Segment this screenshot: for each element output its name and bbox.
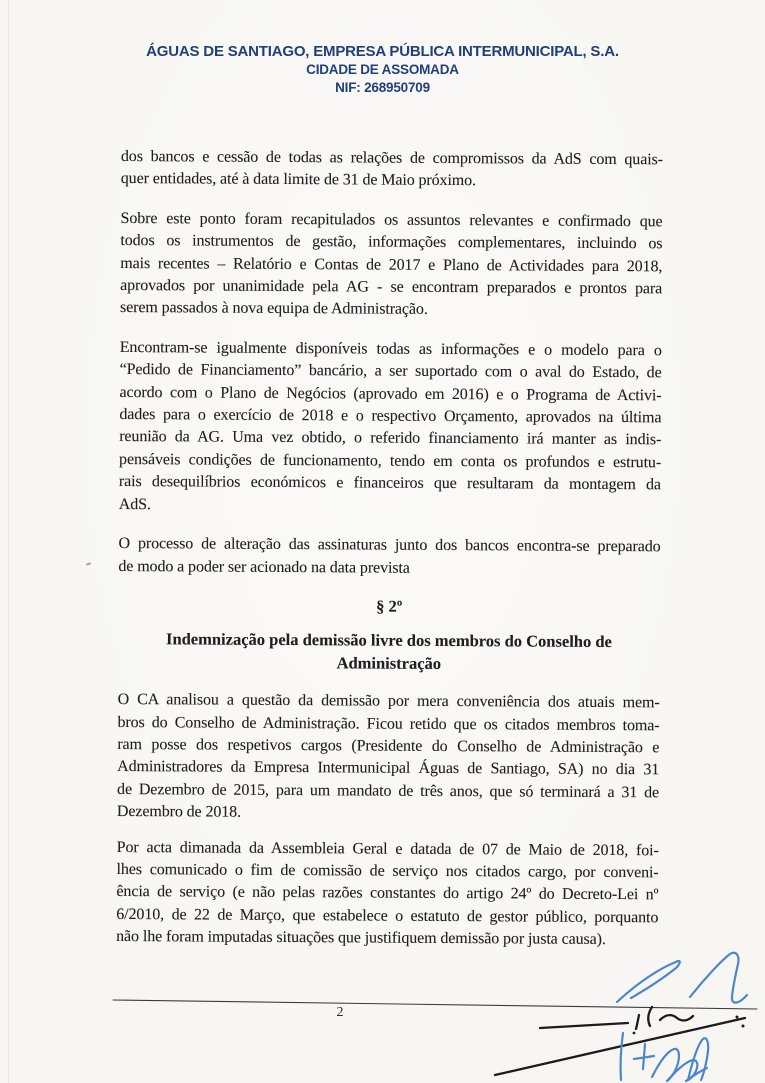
text-line: AdS. [118, 495, 151, 513]
company-city: CIDADE DE ASSOMADA [306, 62, 459, 77]
text-line: reunião da AG. Uma vez obtido, o referido financiamento irá manter as indis- [119, 428, 662, 449]
text-line: acordo com o Plano de Negócios (aprovado em 2016) e o Programa de Activi- [119, 383, 662, 404]
company-nif: NIF: 268950709 [335, 80, 430, 95]
text-line: Encontram-se igualmente disponíveis todas as informações e o modelo para o [119, 338, 662, 360]
text-line: Administração [336, 653, 442, 673]
text-line: mais recentes – Relatório e Contas de 2017 e Plano de Actividades para 2018, [120, 254, 663, 275]
text-line: Administradores da Empresa Intermunicipal Águas de Santiago, SA) no dia 31 [117, 758, 660, 779]
section-heading [118, 628, 660, 676]
letterhead [0, 42, 765, 97]
text-line: ência de serviço (e não pelas razões constantes do artigo 24º do Decreto-Lei nº [116, 883, 659, 904]
text-line: todos os instrumentos de gestão, informações complementares, incluindo os [120, 232, 663, 253]
company-name: ÁGUAS DE SANTIAGO, EMPRESA PÚBLICA INTERMUNICIPAL, S.A. [146, 43, 619, 60]
text-line: Indemnização pela demissão livre dos membros do Conselho de [166, 629, 612, 652]
text-line: aprovados por unanimidade pela AG - se encontram preparados e prontos para [120, 277, 663, 298]
paragraph [117, 689, 660, 827]
signature-blue-scribble [621, 1033, 709, 1081]
signature-blue-ink [617, 953, 747, 1003]
text-line: ram posse dos respetivos cargos (Presidente do Conselho de Administração e [117, 735, 660, 757]
ink-speck-artifact [86, 562, 91, 565]
text-line: 6/2010, de 22 de Março, que estabelece o estatuto de gestor público, porquanto [116, 905, 659, 927]
section-heading [118, 594, 660, 620]
text-line: de modo a poder ser acionado na data prevista [118, 557, 410, 577]
text-line: “Pedido de Financiamento” bancário, a ser suportado com o aval do Estado, de [119, 361, 662, 382]
text-line: dos bancos e cessão de todas as relações de compromissos da AdS com quais- [120, 147, 663, 169]
scan-edge-artifact [8, 0, 9, 1083]
text-line: de Dezembro de 2015, para um mandato de três anos, que só terminará a 31 de [117, 780, 660, 802]
paragraph [119, 337, 662, 520]
footer-signature-area [0, 930, 765, 1083]
text-line: Por acta dimanada da Assembleia Geral e datada de 07 de Maio de 2018, foi- [116, 838, 659, 859]
text-line: serem passados à nova equipa de Administração. [119, 299, 428, 319]
text-line: pensáveis condições de funcionamento, tendo em conta os profundos e estrutu- [119, 450, 662, 472]
text-line: bros do Conselho de Administração. Ficou retido que os citados membros toma- [117, 713, 660, 734]
text-line: rais desequilíbrios económicos e financeiros que resultaram da montagem da [118, 473, 661, 494]
footer-rule [113, 1000, 757, 1009]
text-line: lhes comunicado o fim de comissão de serviço nos citados cargo, por conveni- [116, 860, 659, 882]
document-body [116, 146, 663, 952]
paragraph [120, 208, 663, 323]
text-line: dades para o exercício de 2018 e o respectivo Orçamento, aprovados na última [119, 406, 662, 427]
text-line: não lhe foram imputadas situações que justifiquem demissão por justa causa). [116, 928, 606, 949]
text-line: Dezembro de 2018. [116, 803, 242, 821]
text-line: Sobre este ponto foram recapitulados os assuntos relevantes e confirmado que [120, 209, 663, 231]
paragraph [118, 533, 660, 581]
text-line: quer entidades, até à data limite de 31 de Maio próximo. [120, 170, 477, 190]
text-line: O CA analisou a questão da demissão por mera conveniência dos atuais mem- [117, 691, 660, 712]
page-number: 2 [336, 1005, 344, 1020]
text-line: O processo de alteração das assinaturas junto dos bancos encontra-se preparado [118, 535, 661, 556]
paragraph [121, 146, 663, 194]
text-line: § 2º [376, 596, 403, 616]
